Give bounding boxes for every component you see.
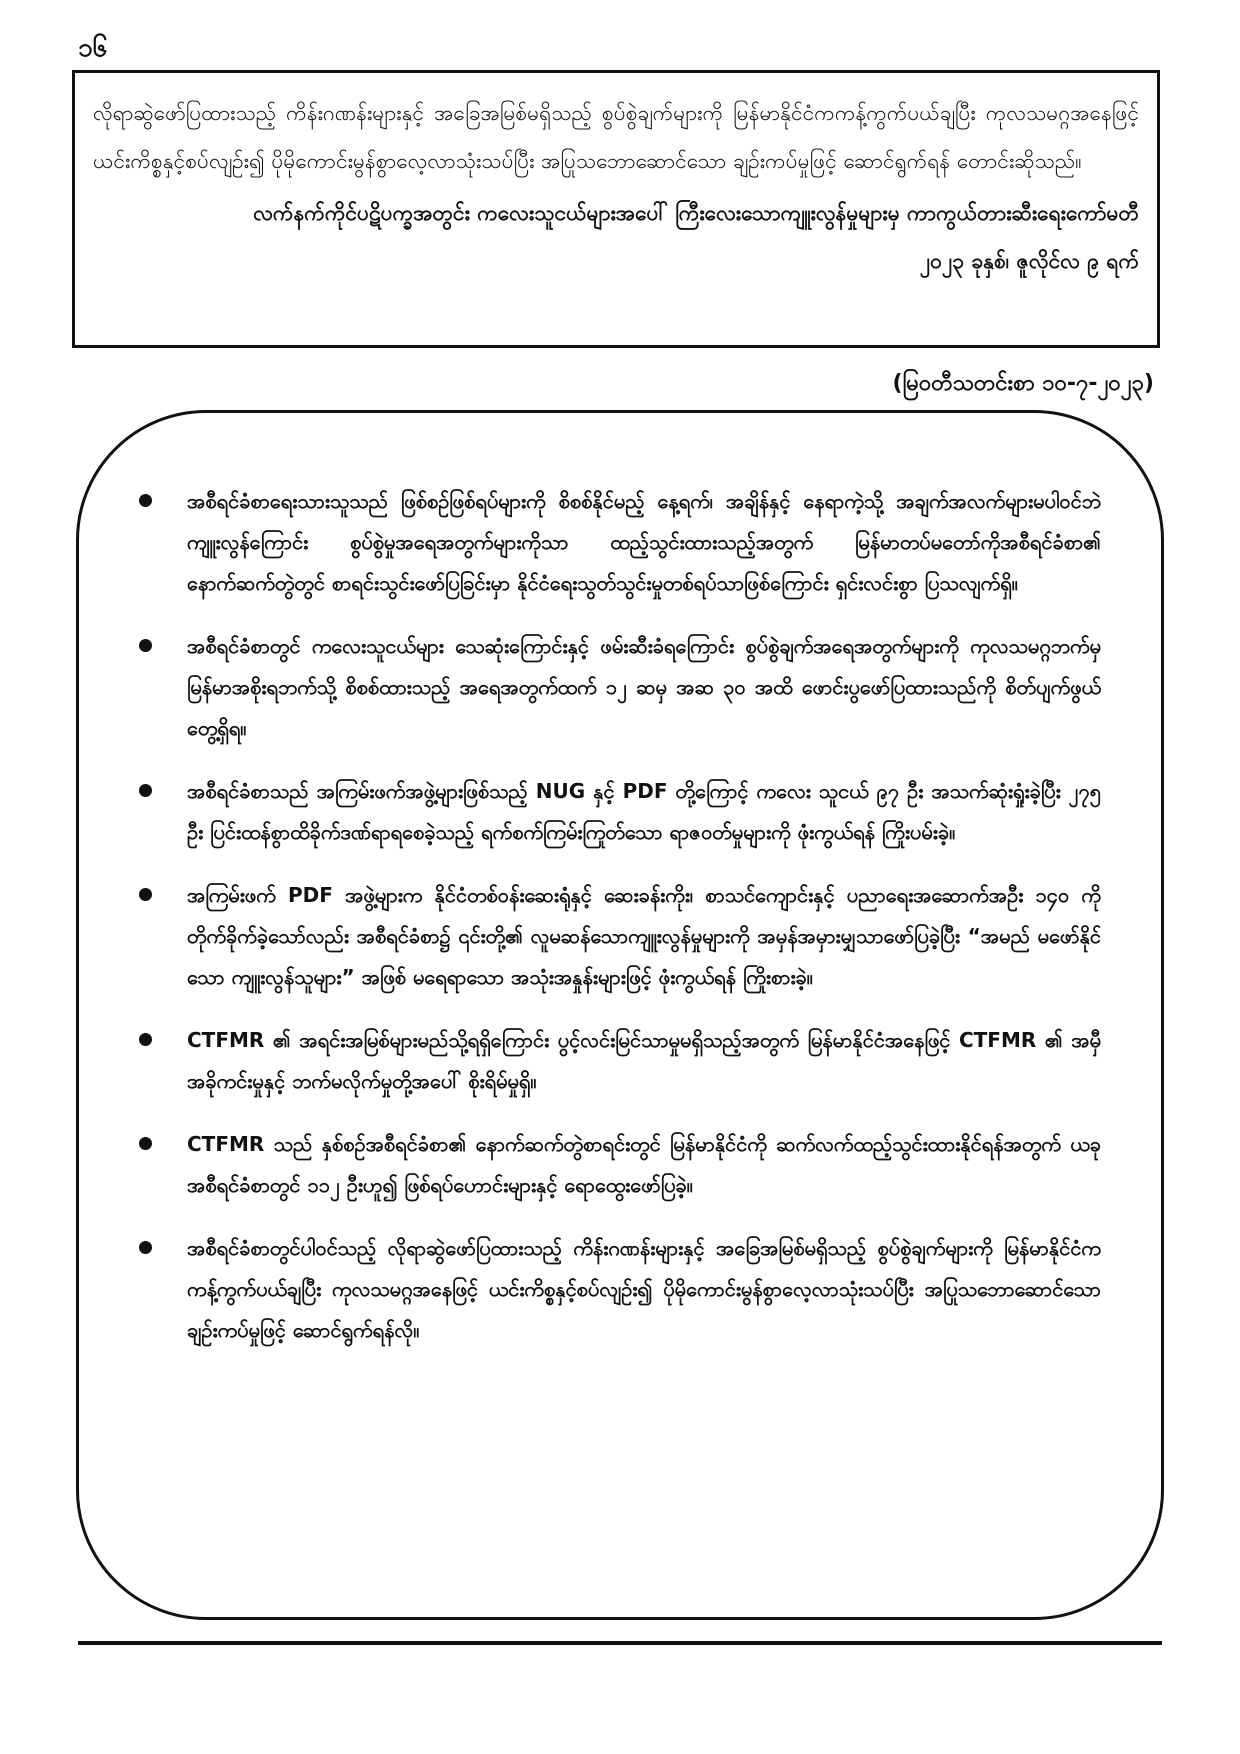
bullet-icon <box>139 1241 152 1254</box>
source-note: (မြဝတီသတင်းစာ ၁၀-၇-၂၀၂၃) <box>892 371 1154 396</box>
list-item <box>129 481 1101 604</box>
list-item <box>129 771 1101 853</box>
bullet-icon <box>139 1137 152 1150</box>
bullet-icon <box>139 639 152 652</box>
bullet-icon <box>139 784 152 797</box>
list-item <box>129 1228 1101 1351</box>
list-item-text: အစီရင်ခံစာတွင်ပါဝင်သည့် လိုရာဆွဲဖော်ပြထားသည့် ကိန်းဂဏန်းများနှင့် အခြေအမြစ်မရှိသည့် စွပ်စွဲချက်များကို မြန်မာနိုင်ငံက ကန့်ကွက်ပယ်ချပြီး ကုလသမဂ္ဂအနေဖြင့် ယင်းကိစ္စနှင့်စပ်လျဉ်း၍ ပိုမိုကောင်းမွန်စွာလေ့လာသုံးသပ်ပြီး အပြုသဘောဆောင်သော ချဉ်းကပ်မှုဖြင့် ဆောင်ရွက်ရန်လို။ <box>187 1236 1101 1342</box>
list-item-text: အစီရင်ခံစာရေးသားသူသည် ဖြစ်စဉ်ဖြစ်ရပ်များကို စိစစ်နိုင်မည့် နေ့ရက်၊ အချိန်နှင့် နေရာကဲ့သို့ အချက်အလက်များမပါဝင်ဘဲ ကျူးလွန်ကြောင်း စွပ်စွဲမှုအရေအတွက်များကိုသာ ထည့်သွင်းထားသည့်အတွက် မြန်မာတပ်မတော်ကိုအစီရင်ခံစာ၏ နောက်ဆက်တွဲတွင် စာရင်းသွင်းဖော်ပြခြင်းမှာ နိုင်ငံရေးသွတ်သွင်းမှုတစ်ရပ်သာဖြစ်ကြောင်း ရှင်းလင်းစွာ ပြသလျက်ရှိ။ <box>187 489 1101 595</box>
bottom-divider <box>78 1641 1162 1645</box>
statement-date: ၂၀၂၃ ခုနှစ်၊ ဇူလိုင်လ ၉ ရက် <box>919 249 1139 273</box>
statement-box <box>72 70 1160 348</box>
list-item <box>129 1124 1101 1206</box>
list-item-text: CTFMR ၏ အရင်းအမြစ်များမည်သို့ရရှိကြောင်း ပွင့်လင်းမြင်သာမှုမရှိသည့်အတွက် မြန်မာနိုင်ငံအနေဖြင့် CTFMR ၏ အမှီအခိုကင်းမှုနှင့် ဘက်မလိုက်မှုတို့အပေါ် စိုးရိမ်မှုရှိ။ <box>187 1028 1101 1093</box>
bullet-icon <box>139 888 152 901</box>
summary-box <box>76 410 1164 1620</box>
list-item <box>129 1020 1101 1102</box>
list-item-text: အစီရင်ခံစာတွင် ကလေးသူငယ်များ သေဆုံးကြောင်းနှင့် ဖမ်းဆီးခံရကြောင်း စွပ်စွဲချက်အရေအတွက်များကို ကုလသမဂ္ဂဘက်မှ မြန်မာအစိုးရဘက်သို့ စိစစ်ထားသည့် အရေအတွက်ထက် ၁၂ ဆမှ အဆ ၃၀ အထိ ဖောင်းပွဖော်ပြထားသည်ကို စိတ်ပျက်ဖွယ်တွေ့ရှိရ။ <box>187 634 1101 740</box>
list-item-text: အကြမ်းဖက် PDF အဖွဲ့များက နိုင်ငံတစ်ဝန်းဆေးရုံနှင့် ဆေးခန်းကိုး၊ စာသင်ကျောင်းနှင့် ပညာရေးအဆောက်အဦး ၁၄၀ ကို တိုက်ခိုက်ခဲ့သော်လည်း အစီရင်ခံစာ၌ ၎င်းတို့၏ လူမဆန်သောကျူးလွန်မှုများကို အမှန်အမှားမျှသာဖော်ပြခဲ့ပြီး “အမည် မဖော်နိုင်သော ကျူးလွန်သူများ” အဖြစ် မရေရာသော အသုံးအနှုန်းများဖြင့် ဖုံးကွယ်ရန် ကြိုးစားခဲ့။ <box>187 883 1101 989</box>
list-item-text: အစီရင်ခံစာသည် အကြမ်းဖက်အဖွဲ့များဖြစ်သည့် NUG နှင့် PDF တို့ကြောင့် ကလေး သူငယ် ၉၇ ဦး အသက်ဆုံးရှုံးခဲ့ပြီး ၂၇၅ ဦး ပြင်းထန်စွာထိခိုက်ဒဏ်ရာရစေခဲ့သည့် ရက်စက်ကြမ်းကြုတ်သော ရာဇဝတ်မှုများကို ဖုံးကွယ်ရန် ကြိုးပမ်းခဲ့။ <box>187 779 1101 844</box>
bullet-icon <box>139 1033 152 1046</box>
list-item-text: CTFMR သည် နှစ်စဉ်အစီရင်ခံစာ၏ နောက်ဆက်တွဲစာရင်းတွင် မြန်မာနိုင်ငံကို ဆက်လက်ထည့်သွင်းထားနိုင်ရန်အတွက် ယခုအစီရင်ခံစာတွင် ၁၁၂ ဦးဟူ၍ ဖြစ်ရပ်ဟောင်းများနှင့် ရောထွေးဖော်ပြခဲ့။ <box>187 1132 1101 1197</box>
page-number: ၁၆ <box>78 33 108 63</box>
bullet-icon <box>139 494 152 507</box>
summary-list <box>129 481 1101 1351</box>
list-item <box>129 875 1101 998</box>
list-item <box>129 626 1101 749</box>
statement-body: လိုရာဆွဲဖော်ပြထားသည့် ကိန်းဂဏန်းများနှင့် အခြေအမြစ်မရှိသည့် စွပ်စွဲချက်များကို မြန်မာနိုင်ငံကကန့်ကွက်ပယ်ချပြီး ကုလသမဂ္ဂအနေဖြင့် ယင်းကိစ္စနှင့်စပ်လျဉ်း၍ ပိုမိုကောင်းမွန်စွာလေ့လာသုံးသပ်ပြီး အပြုသဘောဆောင်သော ချဉ်းကပ်မှုဖြင့် ဆောင်ရွက်ရန် တောင်းဆိုသည်။ <box>93 101 1139 173</box>
statement-issuer: လက်နက်ကိုင်ပဋိပက္ခအတွင်း ကလေးသူငယ်များအပေါ် ကြီးလေးသောကျူးလွန်မှုများမှ ကာကွယ်တားဆီးရေးကော်မတီ <box>253 201 1139 225</box>
